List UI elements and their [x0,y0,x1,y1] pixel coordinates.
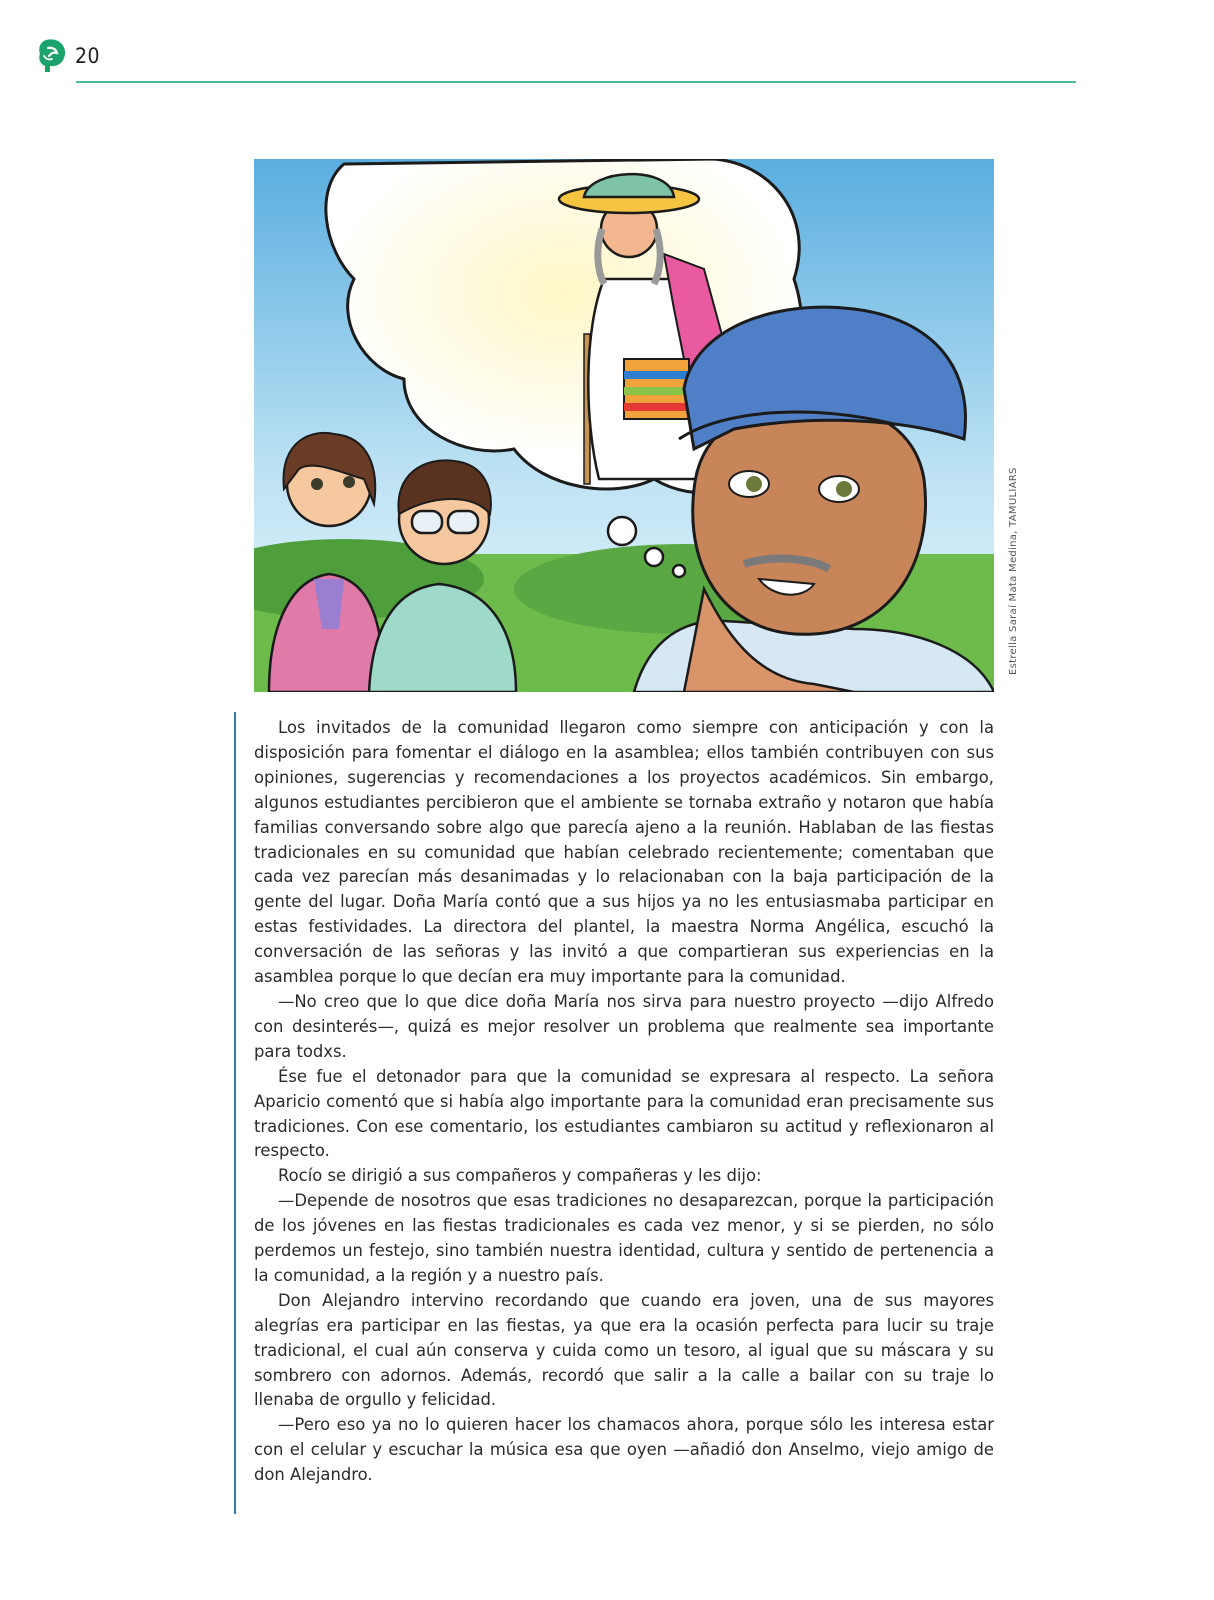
paragraph-6: Don Alejandro intervino recordando que cuando era joven, una de sus mayores alegrías era participar en las fiestas, ya que era la ocasión perfecta para lucir su traje tradicional, el cual aún conserva y cuida como un tesoro, al igual que su máscara y su sombrero con adornos. Además, recordó que salir a la calle a bailar con su traje lo llenaba de orgullo y felicidad. [254,1290,994,1410]
story-text [254,716,994,1488]
paragraph-3: Ése fue el detonador para que la comunidad se expresara al respecto. La señora Aparicio comentó que si había algo importante para la comunidad eran precisamente sus tradiciones. Con ese comentario, los estudiantes cambiaron su actitud y reflexionaron al respecto. [254,1066,994,1161]
header-rule [76,81,1076,83]
paragraph-2: —No creo que lo que dice doña María nos sirva para nuestro proyecto —dijo Alfredo con desinterés—, quizá es mejor resolver un problema que realmente sea importante para todxs. [254,991,994,1061]
paragraph-7: —Pero eso ya no lo quieren hacer los chamacos ahora, porque sólo les interesa estar con el celular y escuchar la música esa que oyen —añadió don Anselmo, viejo amigo de don Alejandro. [254,1415,994,1485]
paragraph-1: Los invitados de la comunidad llegaron como siempre con anticipación y con la disposición para fomentar el diálogo en la asamblea; ellos también contribuyen con sus opiniones, sugerencias y recomendaciones a los proyectos académicos. Sin embargo, algunos estudiantes percibieron que el ambiente se tornaba extraño y notaron que había familias conversando sobre algo que parecía ajeno a la reunión. Hablaban de las fiestas tradicionales en su comunidad que habían celebrado recientemente; comentaban que cada vez parecían más desanimadas y lo relacionaban con la baja participación de la gente del lugar. Doña María contó que a sus hijos ya no les entusiasmaba participar en estas festividades. La directora del plantel, la maestra Norma Angélica, escuchó la conversación de las señoras y las invitó a que compartieran sus experiencias en la asamblea porque lo que decían era muy importante para la comunidad. [254,718,994,987]
text-side-rule [234,712,236,1514]
paragraph-5: —Depende de nosotros que esas tradiciones no desaparezcan, porque la participación de los jóvenes en las fiestas tradicionales es cada vez menor, y si se pierden, no sólo perdemos un festejo, sino también nuestra identidad, cultura y sentido de pertenencia a la comunidad, a la región y a nuestro país. [254,1191,994,1285]
page-number: 20 [75,44,101,68]
comic-illustration [254,159,994,692]
illustration-credit: Estrella Saraí Mata Medina, TAMULIARS [1008,467,1019,675]
green-leaf-logo-icon [36,38,68,74]
paragraph-4: Rocío se dirigió a sus compañeros y compañeras y les dijo: [278,1166,762,1186]
